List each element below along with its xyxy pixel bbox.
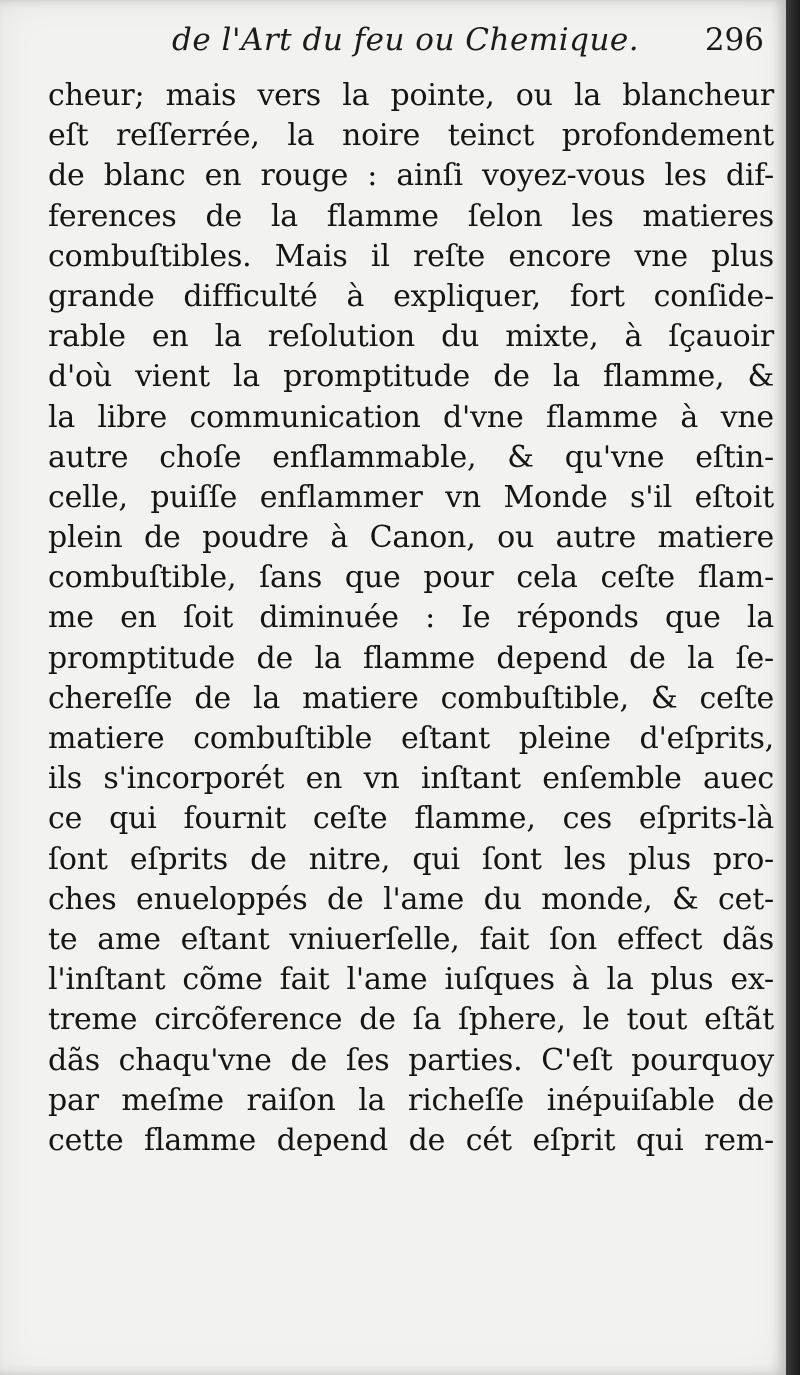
text-line: ils s'incorporét en vn inſtant enſemble auec: [48, 761, 774, 797]
text-line: ce qui fournit ceſte flamme, ces eſprits-là: [48, 801, 774, 837]
text-line: l'inſtant cõme fait l'ame iuſques à la plus ex-: [48, 962, 774, 998]
text-line: treme circõference de ſa ſphere, le tout eſtãt: [48, 1002, 774, 1038]
text-line: d'où vient la promptitude de la flamme, &: [48, 359, 774, 395]
text-line: ſont eſprits de nitre, qui ſont les plus pro-: [48, 841, 774, 877]
text-line: promptitude de la flamme depend de la ſe-: [48, 640, 774, 676]
body-text: [48, 76, 774, 1161]
page-edge-shadow: [786, 0, 800, 1375]
text-line: eſt reſſerrée, la noire teinct profondement: [48, 118, 774, 154]
text-line: combuſtibles. Mais il reſte encore vne plus: [48, 238, 774, 274]
page-header: [40, 22, 770, 68]
text-line: grande difficulté à expliquer, fort conſide-: [48, 278, 774, 314]
text-line: rable en la reſolution du mixte, à ſçauoir: [48, 319, 774, 355]
text-line: cette flamme depend de cét eſprit qui rem-: [48, 1122, 774, 1158]
running-title: de l'Art du feu ou Chemique.: [172, 22, 640, 58]
page-number: 296: [704, 22, 764, 58]
text-line: de blanc en rouge : ainſi voyez-vous les dif-: [48, 158, 774, 194]
text-line: combuſtible, ſans que pour cela ceſte flam-: [48, 560, 774, 596]
text-line: ferences de la flamme ſelon les matieres: [48, 198, 774, 234]
text-line: chereſſe de la matiere combuſtible, & ceſte: [48, 680, 774, 716]
text-line: plein de poudre à Canon, ou autre matiere: [48, 520, 774, 556]
text-line: te ame eſtant vniuerſelle, fait ſon effect dãs: [48, 921, 774, 957]
text-line: me en ſoit diminuée : Ie réponds que la: [48, 600, 774, 636]
text-line: cheur; mais vers la pointe, ou la blancheur: [48, 78, 774, 113]
text-line: ches enueloppés de l'ame du monde, & cet-: [48, 881, 774, 917]
text-line: la libre communication d'vne flamme à vne: [48, 399, 774, 435]
text-line: celle, puiſſe enflammer vn Monde s'il eſtoit: [48, 479, 774, 515]
text-line: par meſme raiſon la richeſſe inépuiſable de: [48, 1082, 774, 1118]
text-line: dãs chaqu'vne de ſes parties. C'eſt pourquoy: [48, 1042, 774, 1078]
text-line: autre choſe enflammable, & qu'vne eſtin-: [48, 439, 774, 475]
text-line: matiere combuſtible eſtant pleine d'eſprits,: [48, 721, 774, 756]
